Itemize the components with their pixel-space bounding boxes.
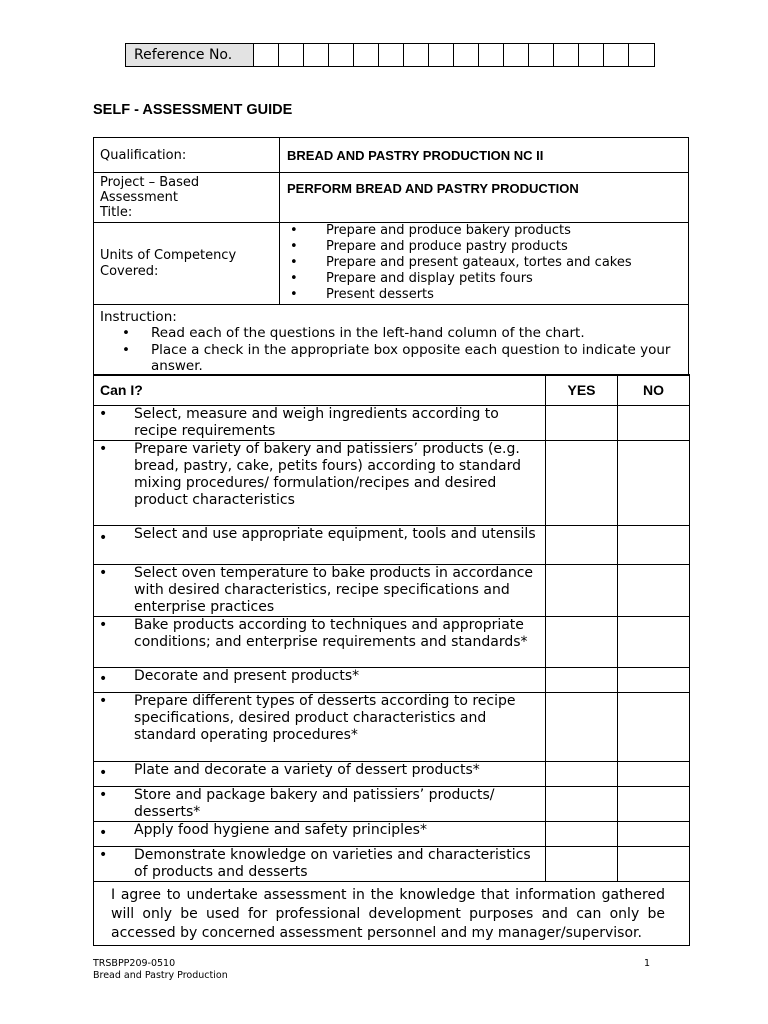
reference-number-field [125, 43, 655, 67]
reference-box[interactable] [504, 44, 529, 66]
yes-checkbox[interactable] [546, 822, 618, 847]
units-label: Units of Competency Covered: [94, 223, 280, 305]
units-list [280, 223, 688, 303]
yes-checkbox[interactable] [546, 847, 618, 882]
no-checkbox[interactable] [618, 526, 690, 565]
reference-box[interactable] [429, 44, 454, 66]
unit-item: • Prepare and produce bakery products [280, 223, 688, 239]
question-text: Bake products according to techniques and appropriate conditions; and enterprise requirements and standards* [134, 617, 528, 650]
question-cell: • Store and package bakery and patissiers’ products/ desserts* [94, 787, 546, 822]
reference-box[interactable] [254, 44, 279, 66]
unit-item: • Prepare and display petits fours [280, 271, 688, 287]
instruction-item: • Place a check in the appropriate box opposite each question to indicate your answer. [100, 342, 682, 375]
yes-checkbox[interactable] [546, 441, 618, 526]
question-cell: • Prepare different types of desserts according to recipe specifications, desired product characteristics and standard operating procedures* [94, 693, 546, 762]
no-checkbox[interactable] [618, 822, 690, 847]
question-text: Prepare different types of desserts according to recipe specifications, desired product characteristics and standard operating procedures* [134, 693, 516, 743]
question-cell: • Prepare variety of bakery and patissiers’ products (e.g. bread, pastry, cake, petits fours) according to standard mixing procedures/ formulation/recipes and desired product characteristics [94, 441, 546, 526]
footer-title: Bread and Pastry Production [93, 970, 228, 981]
reference-box[interactable] [454, 44, 479, 66]
reference-box[interactable] [554, 44, 579, 66]
instruction-list [100, 325, 682, 375]
qualification-label: Qualification: [94, 138, 280, 173]
project-title-value: PERFORM BREAD AND PASTRY PRODUCTION [280, 173, 689, 223]
info-table [93, 137, 689, 376]
yes-checkbox[interactable] [546, 762, 618, 787]
reference-box[interactable] [579, 44, 604, 66]
unit-item: • Present desserts [280, 287, 688, 303]
reference-box[interactable] [529, 44, 554, 66]
reference-box[interactable] [354, 44, 379, 66]
question-cell: • Decorate and present products* [94, 668, 546, 693]
reference-box[interactable] [379, 44, 404, 66]
question-text: Select and use appropriate equipment, tools and utensils [134, 526, 536, 542]
reference-box[interactable] [304, 44, 329, 66]
header-no: NO [618, 375, 690, 406]
no-checkbox[interactable] [618, 762, 690, 787]
question-text: Prepare variety of bakery and patissiers’ products (e.g. bread, pastry, cake, petits fours) according to standard mixing procedures/ formulation/recipes and desired product characteristics [134, 441, 521, 508]
question-cell: • Select, measure and weigh ingredients according to recipe requirements [94, 406, 546, 441]
yes-checkbox[interactable] [546, 565, 618, 617]
reference-box[interactable] [629, 44, 654, 66]
question-text: Demonstrate knowledge on varieties and characteristics of products and desserts [134, 847, 531, 880]
question-text: Select oven temperature to bake products in accordance with desired characteristics, recipe specifications and enterprise practices [134, 565, 534, 615]
no-checkbox[interactable] [618, 441, 690, 526]
agreement-statement: I agree to undertake assessment in the knowledge that information gathered will only be used for professional development purposes and can only be accessed by concerned assessment personnel and my manager/supervisor. [94, 882, 690, 946]
header-can-i: Can I? [94, 375, 546, 406]
unit-item: • Prepare and produce pastry products [280, 239, 688, 255]
reference-box[interactable] [279, 44, 304, 66]
question-text: Select, measure and weigh ingredients according to recipe requirements [134, 406, 499, 439]
question-text: Store and package bakery and patissiers’ products/ desserts* [134, 787, 495, 820]
no-checkbox[interactable] [618, 668, 690, 693]
yes-checkbox[interactable] [546, 693, 618, 762]
header-yes: YES [546, 375, 618, 406]
yes-checkbox[interactable] [546, 668, 618, 693]
question-cell: • Select oven temperature to bake products in accordance with desired characteristics, recipe specifications and enterprise practices [94, 565, 546, 617]
yes-checkbox[interactable] [546, 526, 618, 565]
no-checkbox[interactable] [618, 406, 690, 441]
question-text: Plate and decorate a variety of dessert products* [134, 762, 480, 778]
qualification-value: BREAD AND PASTRY PRODUCTION NC II [280, 138, 689, 173]
instruction-item: • Read each of the questions in the left-hand column of the chart. [100, 325, 682, 342]
units-list-cell [280, 223, 689, 305]
instruction-label: Instruction: [100, 309, 177, 325]
reference-label: Reference No. [126, 44, 254, 66]
no-checkbox[interactable] [618, 847, 690, 882]
instruction-cell [94, 305, 689, 376]
no-checkbox[interactable] [618, 617, 690, 668]
page-number: 1 [644, 958, 651, 969]
yes-checkbox[interactable] [546, 787, 618, 822]
question-cell: • Plate and decorate a variety of dessert products* [94, 762, 546, 787]
footer-code: TRSBPP209-0510 [93, 958, 176, 969]
reference-box[interactable] [404, 44, 429, 66]
question-text: Decorate and present products* [134, 668, 360, 684]
self-assessment-checklist [93, 374, 690, 946]
reference-box[interactable] [604, 44, 629, 66]
no-checkbox[interactable] [618, 787, 690, 822]
question-cell: • Demonstrate knowledge on varieties and characteristics of products and desserts [94, 847, 546, 882]
no-checkbox[interactable] [618, 693, 690, 762]
reference-box[interactable] [479, 44, 504, 66]
no-checkbox[interactable] [618, 565, 690, 617]
page-title: SELF - ASSESSMENT GUIDE [93, 102, 293, 118]
yes-checkbox[interactable] [546, 617, 618, 668]
unit-item: • Prepare and present gateaux, tortes and cakes [280, 255, 688, 271]
question-cell: • Select and use appropriate equipment, tools and utensils [94, 526, 546, 565]
reference-box[interactable] [329, 44, 354, 66]
question-text: Apply food hygiene and safety principles* [134, 822, 427, 838]
yes-checkbox[interactable] [546, 406, 618, 441]
footer [93, 958, 228, 982]
project-label: Project – Based Assessment Title: [94, 173, 280, 223]
question-cell: • Apply food hygiene and safety principles* [94, 822, 546, 847]
question-cell: • Bake products according to techniques and appropriate conditions; and enterprise requirements and standards* [94, 617, 546, 668]
